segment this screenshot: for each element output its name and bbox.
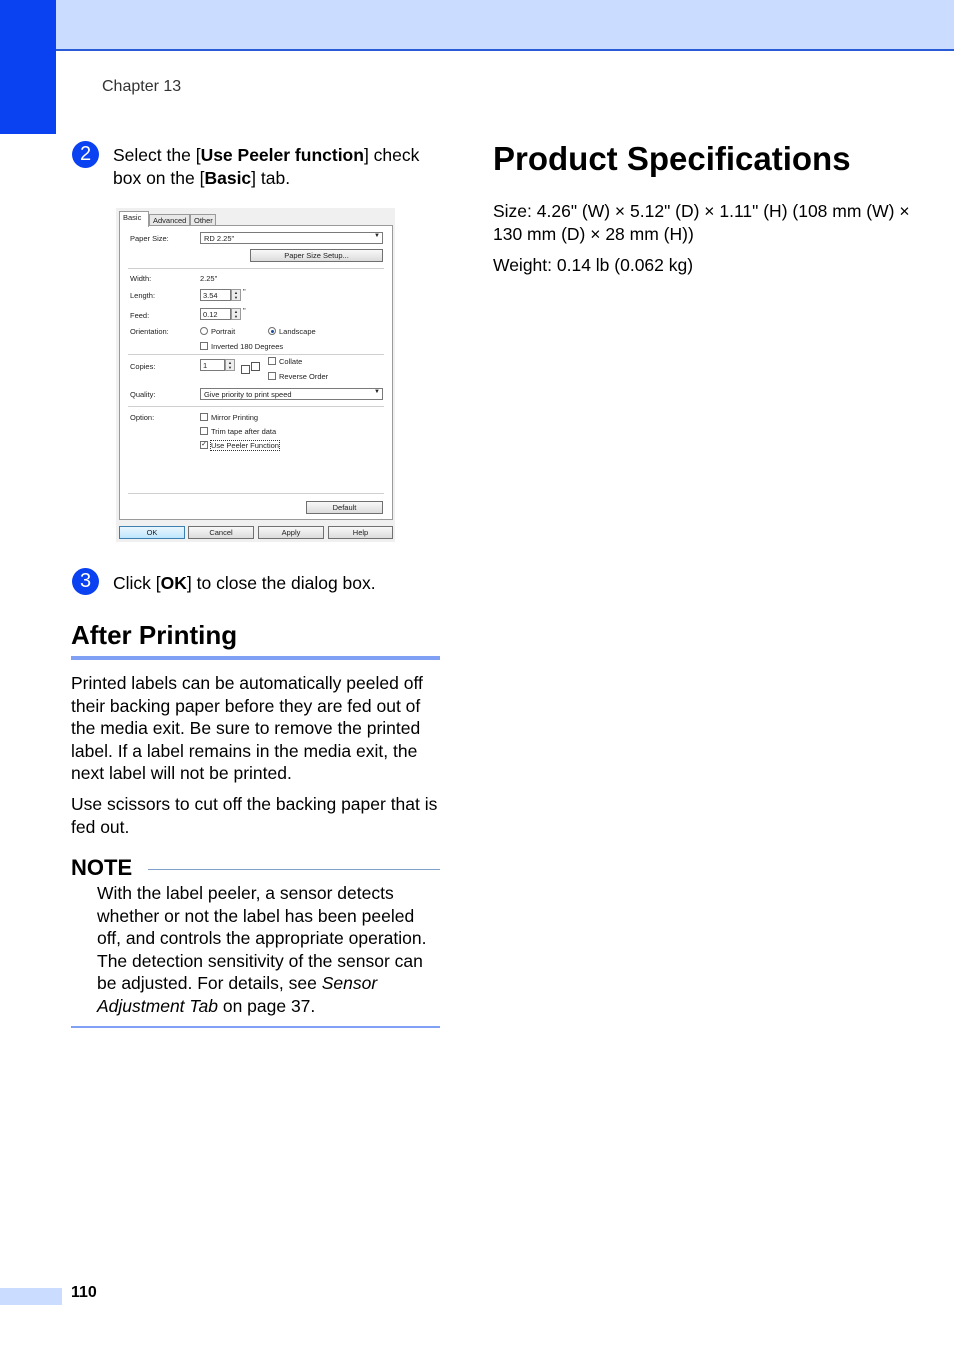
copies-input[interactable]: 1 [200, 359, 225, 371]
copies-spinner[interactable]: ▲ ▼ [225, 359, 235, 371]
inverted-checkbox[interactable] [200, 342, 208, 350]
orientation-label: Orientation: [130, 327, 169, 336]
paper-size-select[interactable]: RD 2.25" ▼ [200, 232, 383, 244]
after-printing-paragraph-1: Printed labels can be automatically peeled off their backing paper before they are fed out of the media exit. Be sure to remove the printed label. If a label remains in the media exit, the next label will not be printed. [71, 673, 423, 783]
note-text: With the label peeler, a sensor detects whether or not the label has been peeled off, and controls the appropriate operation. The detection sensitivity of the sensor can be adjusted. For details, see Sensor Adjustment Tab on page 37. [97, 883, 427, 1016]
feed-input[interactable]: 0.12 [200, 308, 231, 320]
paper-size-label: Paper Size: [130, 234, 169, 243]
copies-label: Copies: [130, 362, 156, 371]
tab-other[interactable]: Other [190, 214, 216, 226]
apply-button[interactable]: Apply [258, 526, 324, 539]
option-label: Option: [130, 413, 155, 422]
divider [128, 493, 384, 494]
feed-spinner[interactable]: ▲ ▼ [231, 308, 241, 320]
step-2-text: Select the [Use Peeler function] check box on the [Basic] tab. [113, 145, 420, 188]
portrait-label: Portrait [211, 327, 236, 336]
length-spinner[interactable]: ▲ ▼ [231, 289, 241, 301]
feed-unit: " [243, 306, 246, 315]
size-spec: Size: 4.26" (W) × 5.12" (D) × 1.11" (H) (108 mm (W) × 130 mm (D) × 28 mm (H)) [493, 201, 910, 244]
length-unit: " [243, 287, 246, 296]
mirror-printing-label: Mirror Printing [211, 413, 259, 422]
paper-size-setup-button[interactable]: Paper Size Setup... [250, 249, 383, 262]
page-number: 110 [71, 1284, 97, 1301]
trim-tape-checkbox[interactable] [200, 427, 208, 435]
landscape-label: Landscape [279, 327, 316, 336]
collate-pages-icon [241, 362, 263, 374]
portrait-radio[interactable] [200, 327, 208, 335]
divider [128, 406, 384, 407]
tab-advanced[interactable]: Advanced [149, 214, 190, 226]
header-band [0, 0, 954, 51]
reverse-order-checkbox[interactable] [268, 372, 276, 380]
ok-button[interactable]: OK [119, 526, 185, 539]
quality-label: Quality: [130, 390, 156, 399]
width-label: Width: [130, 274, 152, 283]
use-peeler-label: Use Peeler Function [211, 441, 279, 450]
help-button[interactable]: Help [328, 526, 393, 539]
length-input[interactable]: 3.54 [200, 289, 231, 301]
quality-select[interactable]: Give priority to print speed ▼ [200, 388, 383, 400]
weight-spec: Weight: 0.14 lb (0.062 kg) [493, 255, 694, 275]
chapter-label: Chapter 13 [102, 78, 182, 95]
product-specifications-heading: Product Specifications [493, 140, 851, 177]
heading-rule [71, 656, 440, 660]
note-heading: NOTE [71, 855, 133, 880]
use-peeler-checkbox[interactable]: ✓ [201, 441, 207, 448]
trim-tape-label: Trim tape after data [211, 427, 277, 436]
feed-label: Feed: [130, 311, 150, 320]
tab-basic[interactable]: Basic [119, 211, 149, 227]
default-button[interactable]: Default [306, 501, 383, 514]
note-rule [148, 869, 440, 870]
note-bottom-rule [71, 1026, 440, 1028]
footer-band [0, 1288, 62, 1305]
cancel-button[interactable]: Cancel [188, 526, 254, 539]
step-2-icon: 2 [72, 141, 99, 168]
reverse-order-label: Reverse Order [279, 372, 329, 381]
after-printing-paragraph-2: Use scissors to cut off the backing paper that is fed out. [71, 794, 438, 837]
width-value: 2.25" [200, 274, 218, 283]
divider [128, 354, 384, 355]
step-3-text: Click [OK] to close the dialog box. [113, 573, 376, 593]
length-label: Length: [130, 291, 156, 300]
step-3-icon: 3 [72, 568, 99, 595]
divider [128, 268, 384, 269]
collate-label: Collate [279, 357, 303, 366]
mirror-printing-checkbox[interactable] [200, 413, 208, 421]
inverted-label: Inverted 180 Degrees [211, 342, 284, 351]
chevron-down-icon: ▼ [374, 233, 380, 239]
printer-settings-dialog [116, 208, 395, 542]
landscape-radio[interactable] [268, 327, 276, 335]
after-printing-heading: After Printing [71, 620, 238, 650]
sensor-adjustment-link: Sensor Adjustment Tab [97, 973, 378, 1016]
chevron-down-icon: ▼ [374, 389, 380, 395]
collate-checkbox[interactable] [268, 357, 276, 365]
chapter-side-tab [0, 0, 56, 134]
basic-panel [119, 225, 393, 520]
